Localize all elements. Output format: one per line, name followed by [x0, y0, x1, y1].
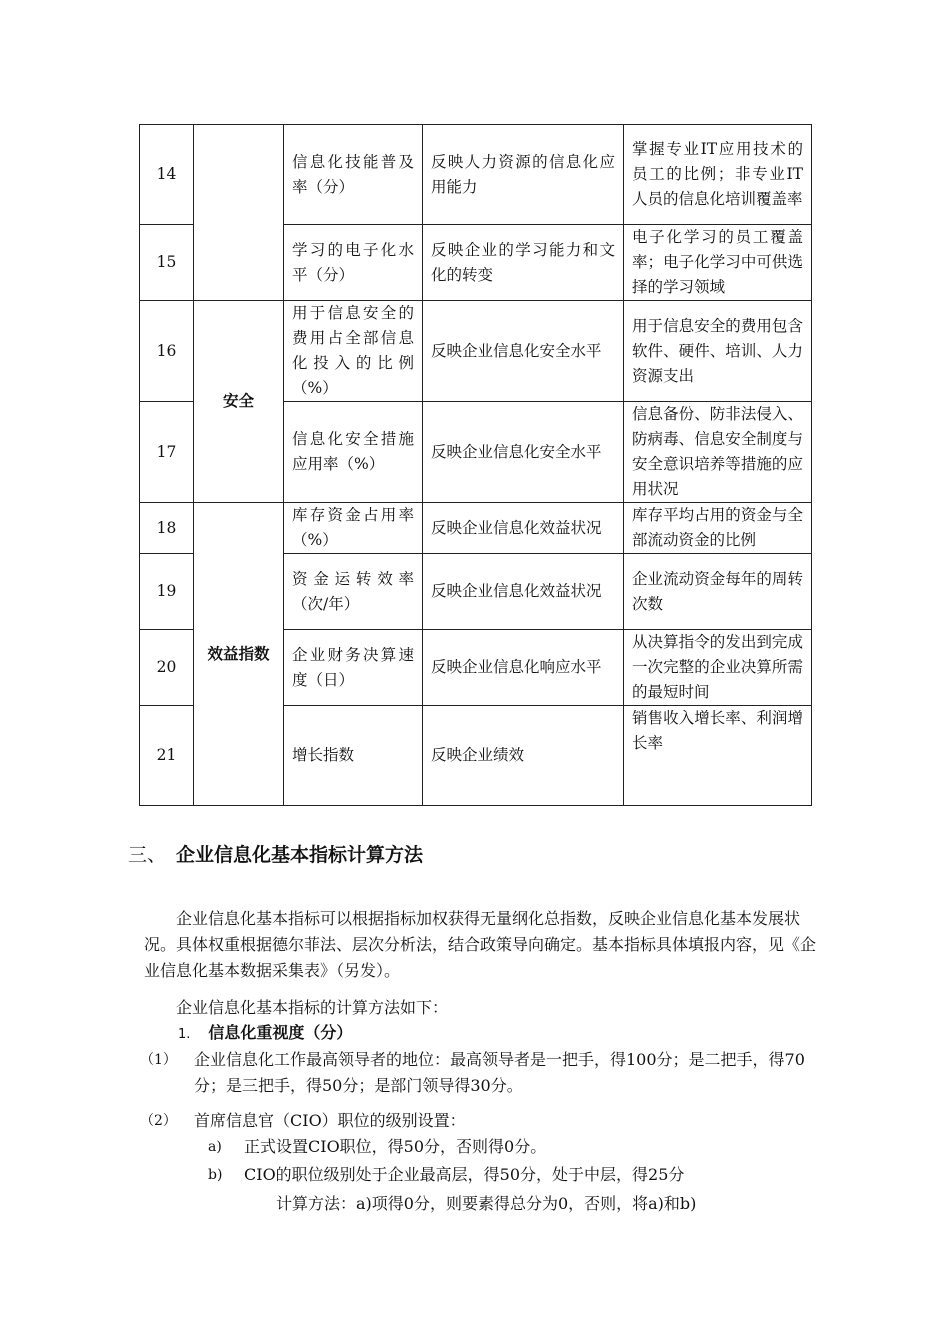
section-number: 三、 [128, 844, 167, 866]
list-item [140, 1108, 820, 1134]
row-number: 16 [140, 301, 194, 402]
list-marker: a) [208, 1139, 222, 1155]
table-row [140, 503, 812, 554]
indicator-meaning: 反映企业信息化效益状况 [423, 503, 624, 554]
list-marker: （1） [140, 1052, 177, 1068]
list-marker: （2） [140, 1113, 177, 1129]
indicator-name: 用于信息安全的费用占全部信息化投入的比例（%） [284, 301, 423, 402]
row-number: 14 [140, 125, 194, 225]
table-row [140, 125, 812, 225]
table-row [140, 301, 812, 402]
row-number: 15 [140, 225, 194, 301]
subheading-number: 1. [178, 1027, 191, 1042]
indicator-table [139, 124, 812, 806]
indicator-meaning: 反映企业信息化响应水平 [423, 630, 624, 706]
indicator-meaning: 反映企业绩效 [423, 706, 624, 806]
subheading [178, 1020, 352, 1048]
indicator-name: 库存资金占用率（%） [284, 503, 423, 554]
row-number: 18 [140, 503, 194, 554]
category-benefit: 效益指数 [194, 503, 284, 806]
indicator-explanation: 企业流动资金每年的周转次数 [624, 554, 812, 630]
list-item-text: 企业信息化工作最高领导者的地位：最高领导者是一把手，得100分；是二把手，得70分；是三把手，得50分；是部门领导得30分。 [194, 1050, 805, 1095]
row-number: 20 [140, 630, 194, 706]
indicator-meaning: 反映企业的学习能力和文化的转变 [423, 225, 624, 301]
category-security: 安全 [194, 301, 284, 503]
list-item-text: 正式设置CIO职位，得50分，否则得0分。 [244, 1137, 547, 1156]
list-item-text: CIO的职位级别处于企业最高层，得50分，处于中层，得25分 [244, 1165, 685, 1184]
indicator-name: 增长指数 [284, 706, 423, 806]
section-title: 企业信息化基本指标计算方法 [176, 844, 424, 866]
sub-list-item [208, 1162, 808, 1188]
indicator-explanation: 信息备份、防非法侵入、防病毒、信息安全制度与安全意识培养等措施的应用状况 [624, 402, 812, 503]
intro-paragraph: 企业信息化基本指标可以根据指标加权获得无量纲化总指数，反映企业信息化基本发展状况。具体权重根据德尔菲法、层次分析法，结合政策导向确定。基本指标具体填报内容，见《企业信息化基本数据采集表》（另发）。 [144, 909, 817, 980]
indicator-name: 企业财务决算速度（日） [284, 630, 423, 706]
indicator-name: 资金运转效率（次/年） [284, 554, 423, 630]
indicator-name: 学习的电子化水平（分） [284, 225, 423, 301]
subheading-title: 信息化重视度（分） [208, 1023, 353, 1042]
indicator-explanation: 销售收入增长率、利润增长率 [624, 706, 812, 806]
indicator-explanation: 用于信息安全的费用包含软件、硬件、培训、人力资源支出 [624, 301, 812, 402]
calculation-note: 计算方法：a)项得0分，则要素得总分为0，否则，将a)和b) [276, 1194, 697, 1213]
indicator-name: 信息化安全措施应用率（%） [284, 402, 423, 503]
indicator-meaning: 反映人力资源的信息化应用能力 [423, 125, 624, 225]
indicator-explanation: 库存平均占用的资金与全部流动资金的比例 [624, 503, 812, 554]
indicator-explanation: 电子化学习的员工覆盖率；电子化学习中可供选择的学习领域 [624, 225, 812, 301]
list-marker: b) [208, 1167, 223, 1183]
indicator-meaning: 反映企业信息化安全水平 [423, 402, 624, 503]
sub-list-item [208, 1134, 808, 1160]
indicator-explanation: 掌握专业IT应用技术的员工的比例；非专业IT人员的信息化培训覆盖率 [624, 125, 812, 225]
list-item-text: 首席信息官（CIO）职位的级别设置： [194, 1111, 466, 1130]
indicator-explanation: 从决算指令的发出到完成一次完整的企业决算所需的最短时间 [624, 630, 812, 706]
indicator-name: 信息化技能普及率（分） [284, 125, 423, 225]
category-cell-empty [194, 125, 284, 301]
section-heading [128, 840, 423, 867]
list-item [140, 1047, 820, 1099]
row-number: 17 [140, 402, 194, 503]
indicator-meaning: 反映企业信息化安全水平 [423, 301, 624, 402]
indicator-meaning: 反映企业信息化效益状况 [423, 554, 624, 630]
row-number: 19 [140, 554, 194, 630]
method-intro-paragraph: 企业信息化基本指标的计算方法如下： [176, 998, 449, 1017]
row-number: 21 [140, 706, 194, 806]
